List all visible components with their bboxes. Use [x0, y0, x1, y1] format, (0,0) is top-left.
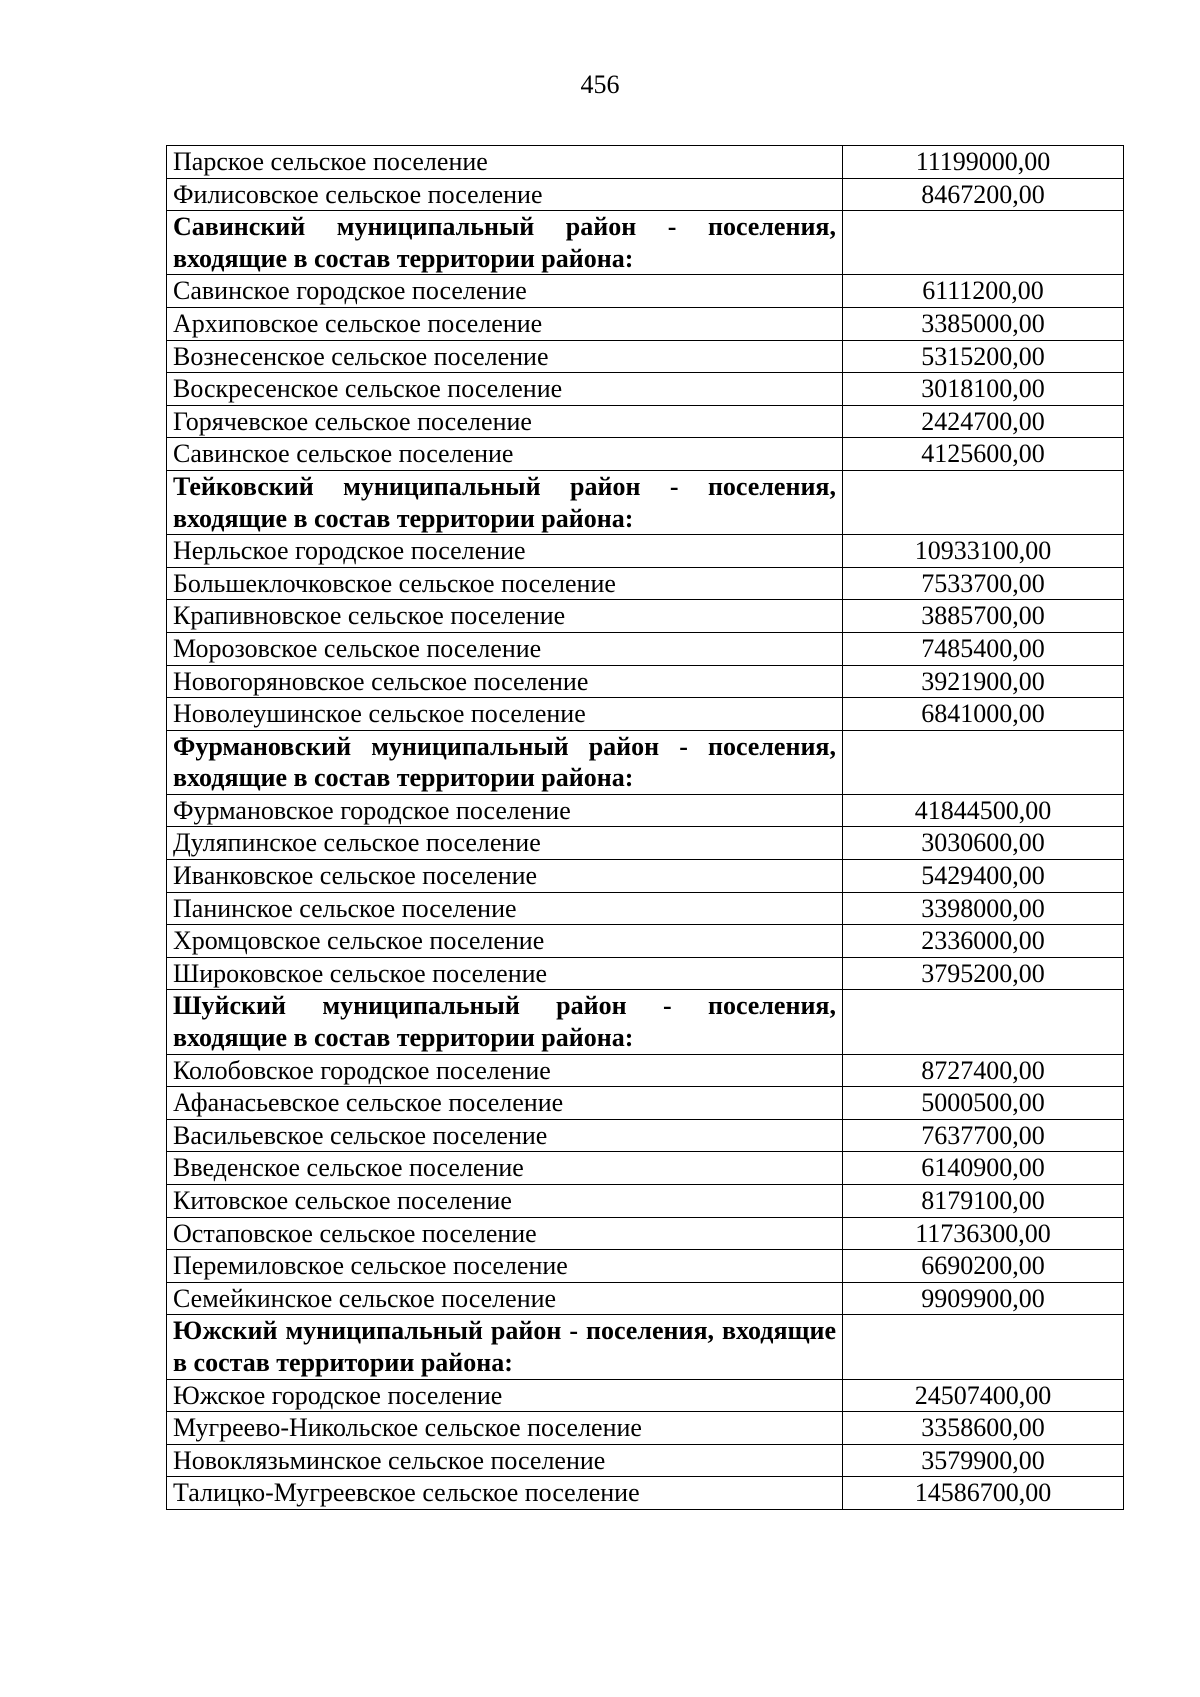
table-row — [167, 1477, 1124, 1510]
table-row — [167, 1444, 1124, 1477]
table-row — [167, 827, 1124, 860]
settlement-name-cell: Колобовское городское поселение — [167, 1054, 843, 1087]
settlements-budget-table — [166, 145, 1124, 1510]
amount-cell: 6841000,00 — [843, 698, 1124, 731]
settlement-name-cell: Южское городское поселение — [167, 1379, 843, 1412]
table-row — [167, 957, 1124, 990]
district-header-empty-cell — [843, 730, 1124, 794]
settlement-name-cell: Мугреево-Никольское сельское поселение — [167, 1412, 843, 1445]
settlement-name-cell: Талицко-Мугреевское сельское поселение — [167, 1477, 843, 1510]
amount-cell: 3030600,00 — [843, 827, 1124, 860]
amount-cell: 41844500,00 — [843, 794, 1124, 827]
amount-cell: 8467200,00 — [843, 178, 1124, 211]
table-row — [167, 567, 1124, 600]
settlement-name-cell: Иванковское сельское поселение — [167, 860, 843, 893]
district-header-cell: Фурмановский муниципальный район - поселения, входящие в состав территории района: — [167, 730, 843, 794]
amount-cell: 3018100,00 — [843, 373, 1124, 406]
settlement-name-cell: Вознесенское сельское поселение — [167, 340, 843, 373]
district-header-empty-cell — [843, 470, 1124, 534]
settlement-name-cell: Савинское городское поселение — [167, 275, 843, 308]
district-header-cell: Шуйский муниципальный район - поселения, входящие в состав территории района: — [167, 990, 843, 1054]
amount-cell: 7637700,00 — [843, 1119, 1124, 1152]
table-row — [167, 600, 1124, 633]
settlement-name-cell: Перемиловское сельское поселение — [167, 1250, 843, 1283]
amount-cell: 7533700,00 — [843, 567, 1124, 600]
table-row — [167, 1152, 1124, 1185]
settlement-name-cell: Новогоряновское сельское поселение — [167, 665, 843, 698]
settlement-name-cell: Хромцовское сельское поселение — [167, 925, 843, 958]
settlement-name-cell: Архиповское сельское поселение — [167, 307, 843, 340]
table-row — [167, 535, 1124, 568]
table-row — [167, 178, 1124, 211]
table-row — [167, 1054, 1124, 1087]
amount-cell: 8179100,00 — [843, 1185, 1124, 1218]
amount-cell: 2424700,00 — [843, 405, 1124, 438]
district-header-empty-cell — [843, 990, 1124, 1054]
settlement-name-cell: Васильевское сельское поселение — [167, 1119, 843, 1152]
amount-cell: 5429400,00 — [843, 860, 1124, 893]
settlement-name-cell: Китовское сельское поселение — [167, 1185, 843, 1218]
settlement-name-cell: Введенское сельское поселение — [167, 1152, 843, 1185]
amount-cell: 6140900,00 — [843, 1152, 1124, 1185]
amount-cell: 9909900,00 — [843, 1282, 1124, 1315]
table-row — [167, 373, 1124, 406]
settlement-name-cell: Филисовское сельское поселение — [167, 178, 843, 211]
settlement-name-cell: Парское сельское поселение — [167, 146, 843, 179]
table-row — [167, 925, 1124, 958]
table-row — [167, 405, 1124, 438]
table-row — [167, 1379, 1124, 1412]
amount-cell: 3579900,00 — [843, 1444, 1124, 1477]
table-row — [167, 632, 1124, 665]
table-row — [167, 1185, 1124, 1218]
amount-cell: 3358600,00 — [843, 1412, 1124, 1445]
amount-cell: 3398000,00 — [843, 892, 1124, 925]
amount-cell: 3385000,00 — [843, 307, 1124, 340]
settlement-name-cell: Новолеушинское сельское поселение — [167, 698, 843, 731]
amount-cell: 24507400,00 — [843, 1379, 1124, 1412]
table-row — [167, 1217, 1124, 1250]
settlement-name-cell: Морозовское сельское поселение — [167, 632, 843, 665]
settlement-name-cell: Семейкинское сельское поселение — [167, 1282, 843, 1315]
table-row — [167, 698, 1124, 731]
amount-cell: 7485400,00 — [843, 632, 1124, 665]
page-number: 456 — [580, 70, 620, 99]
district-header-row — [167, 730, 1124, 794]
settlement-name-cell: Панинское сельское поселение — [167, 892, 843, 925]
amount-cell: 2336000,00 — [843, 925, 1124, 958]
amount-cell: 5000500,00 — [843, 1087, 1124, 1120]
district-header-cell: Южский муниципальный район - поселения, входящие в состав территории района: — [167, 1315, 843, 1379]
amount-cell: 11199000,00 — [843, 146, 1124, 179]
table-body — [167, 146, 1124, 1510]
table-row — [167, 340, 1124, 373]
amount-cell: 10933100,00 — [843, 535, 1124, 568]
amount-cell: 11736300,00 — [843, 1217, 1124, 1250]
district-header-row — [167, 470, 1124, 534]
table-row — [167, 892, 1124, 925]
table-row — [167, 307, 1124, 340]
district-header-empty-cell — [843, 1315, 1124, 1379]
settlement-name-cell: Фурмановское городское поселение — [167, 794, 843, 827]
amount-cell: 8727400,00 — [843, 1054, 1124, 1087]
table-row — [167, 438, 1124, 471]
district-header-cell: Тейковский муниципальный район - поселения, входящие в состав территории района: — [167, 470, 843, 534]
table-row — [167, 1282, 1124, 1315]
district-header-row — [167, 990, 1124, 1054]
table-row — [167, 275, 1124, 308]
amount-cell: 6690200,00 — [843, 1250, 1124, 1283]
table-row — [167, 1250, 1124, 1283]
table-row — [167, 1412, 1124, 1445]
settlement-name-cell: Большеклочковское сельское поселение — [167, 567, 843, 600]
district-header-cell: Савинский муниципальный район - поселения, входящие в состав территории района: — [167, 211, 843, 275]
table-row — [167, 1087, 1124, 1120]
amount-cell: 3885700,00 — [843, 600, 1124, 633]
settlement-name-cell: Новоклязьминское сельское поселение — [167, 1444, 843, 1477]
settlement-name-cell: Афанасьевское сельское поселение — [167, 1087, 843, 1120]
amount-cell: 3795200,00 — [843, 957, 1124, 990]
amount-cell: 6111200,00 — [843, 275, 1124, 308]
district-header-row — [167, 211, 1124, 275]
settlement-name-cell: Широковское сельское поселение — [167, 957, 843, 990]
table-row — [167, 1119, 1124, 1152]
district-header-empty-cell — [843, 211, 1124, 275]
settlement-name-cell: Остаповское сельское поселение — [167, 1217, 843, 1250]
settlement-name-cell: Крапивновское сельское поселение — [167, 600, 843, 633]
table-row — [167, 860, 1124, 893]
amount-cell: 3921900,00 — [843, 665, 1124, 698]
settlement-name-cell: Горячевское сельское поселение — [167, 405, 843, 438]
amount-cell: 14586700,00 — [843, 1477, 1124, 1510]
amount-cell: 5315200,00 — [843, 340, 1124, 373]
settlement-name-cell: Дуляпинское сельское поселение — [167, 827, 843, 860]
settlement-name-cell: Нерльское городское поселение — [167, 535, 843, 568]
settlement-name-cell: Воскресенское сельское поселение — [167, 373, 843, 406]
settlement-name-cell: Савинское сельское поселение — [167, 438, 843, 471]
table-row — [167, 665, 1124, 698]
district-header-row — [167, 1315, 1124, 1379]
amount-cell: 4125600,00 — [843, 438, 1124, 471]
table-row — [167, 146, 1124, 179]
table-row — [167, 794, 1124, 827]
